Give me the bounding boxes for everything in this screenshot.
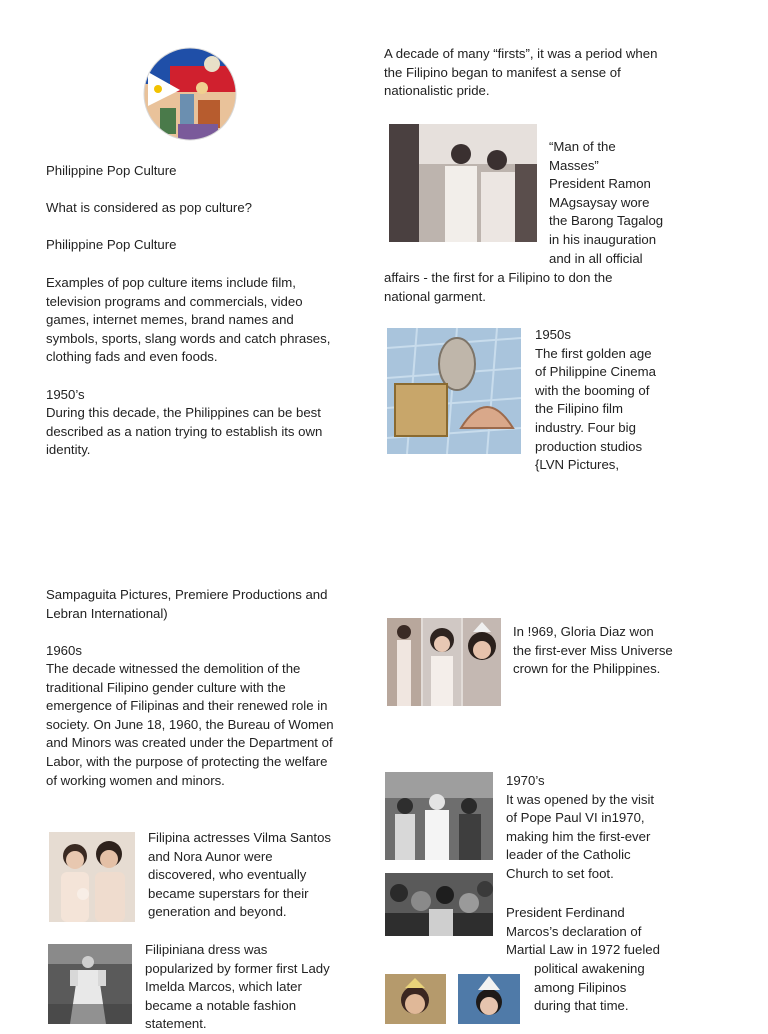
filipiniana-photo bbox=[48, 944, 132, 1024]
cinema-line: production studios bbox=[535, 438, 643, 454]
magsaysay-line: MAgsaysay wore bbox=[549, 194, 650, 210]
magsaysay-continuation: affairs - the first for a Filipino to don the national garment. bbox=[384, 270, 613, 304]
magsaysay-line: in his inauguration bbox=[549, 231, 657, 247]
cinema-line: with the booming of bbox=[535, 382, 650, 398]
decade-heading-1960: 1960s bbox=[46, 643, 82, 658]
question-text: What is considered as pop culture? bbox=[46, 200, 252, 215]
cinema-line: 1950s bbox=[535, 327, 571, 342]
beauty-queen-photo bbox=[385, 974, 446, 1024]
intro-paragraph: A decade of many “firsts”, it was a period when the Filipino began to manifest a sense of nationalistic pride. bbox=[384, 46, 658, 99]
cinema-line: {LVN Pictures, bbox=[535, 457, 620, 473]
filipiniana-caption: Filipiniana dress was popularized by former first Lady Imelda Marcos, which later became a notable fashion statement. bbox=[145, 942, 330, 1032]
magsaysay-line: and in all official bbox=[549, 250, 643, 266]
marcos-caption-continued bbox=[534, 960, 684, 1016]
marcos-cont-line: political awakening bbox=[534, 961, 645, 976]
marcos-cont-line: among Filipinos bbox=[534, 979, 627, 995]
actresses-caption: Filipina actresses Vilma Santos and Nora Aunor were discovered, who eventually became superstars for their generation and beyond. bbox=[148, 830, 331, 920]
cinema-line: industry. Four big bbox=[535, 419, 636, 435]
marcos-caption bbox=[506, 904, 686, 960]
marcos-line: Martial Law in 1972 fueled bbox=[506, 942, 660, 958]
marcos-line: Marcos’s declaration of bbox=[506, 923, 642, 939]
gloria-caption: In !969, Gloria Diaz won the first-ever Miss Universe crown for the Philippines. bbox=[513, 624, 673, 677]
martial-law-crowd-photo bbox=[385, 873, 493, 936]
magsaysay-line: President Ramon bbox=[549, 176, 651, 192]
pope-line: leader of the Catholic bbox=[506, 847, 631, 863]
section-title: Philippine Pop Culture bbox=[46, 163, 177, 178]
pope-line: It was opened by the visit bbox=[506, 791, 655, 807]
pop-culture-collage-image bbox=[140, 44, 240, 144]
paragraph-1950: During this decade, the Philippines can be best described as a nation trying to establish its own identity. bbox=[46, 405, 323, 458]
cinema-caption bbox=[535, 326, 685, 475]
studio-logos-image bbox=[387, 328, 521, 454]
pope-line: of Pope Paul VI in1970, bbox=[506, 810, 645, 826]
examples-paragraph: Examples of pop culture items include film, television programs and commercials, video games, internet memes, brand names and symbols, sports, slang words and catch phrases, clothing fads and even foods. bbox=[46, 275, 331, 365]
magsaysay-line: Masses” bbox=[549, 157, 599, 173]
magsaysay-photo bbox=[389, 124, 537, 242]
pope-caption bbox=[506, 772, 686, 884]
marcos-cont-line: during that time. bbox=[534, 998, 629, 1014]
gloria-diaz-photo bbox=[387, 618, 501, 706]
pope-line: Church to set foot. bbox=[506, 865, 614, 881]
cinema-line: The first golden age bbox=[535, 345, 652, 361]
pope-visit-photo bbox=[385, 772, 493, 860]
pope-line: 1970’s bbox=[506, 773, 545, 788]
cinema-line: the Filipino film bbox=[535, 401, 623, 417]
studios-continuation: Sampaguita Pictures, Premiere Productions and Lebran International) bbox=[46, 587, 328, 621]
actresses-photo bbox=[49, 832, 135, 922]
pope-line: making him the first-ever bbox=[506, 828, 651, 844]
magsaysay-caption bbox=[549, 138, 689, 268]
decade-heading-1950: 1950’s bbox=[46, 387, 85, 402]
magsaysay-line: “Man of the bbox=[549, 139, 616, 154]
beauty-queen-crown-photo bbox=[458, 974, 520, 1024]
paragraph-1960: The decade witnessed the demolition of the traditional Filipino gender culture with the emergence of Filipinas and their renewed role in society. On June 18, 1960, the Bureau of Women and Minors was created under the Department of Labor, with the purpose of protecting the welfare of working women and minors. bbox=[46, 661, 334, 788]
magsaysay-line: the Barong Tagalog bbox=[549, 213, 664, 229]
cinema-line: of Philippine Cinema bbox=[535, 364, 656, 380]
section-title-2: Philippine Pop Culture bbox=[46, 237, 177, 252]
marcos-line: President Ferdinand bbox=[506, 905, 625, 920]
